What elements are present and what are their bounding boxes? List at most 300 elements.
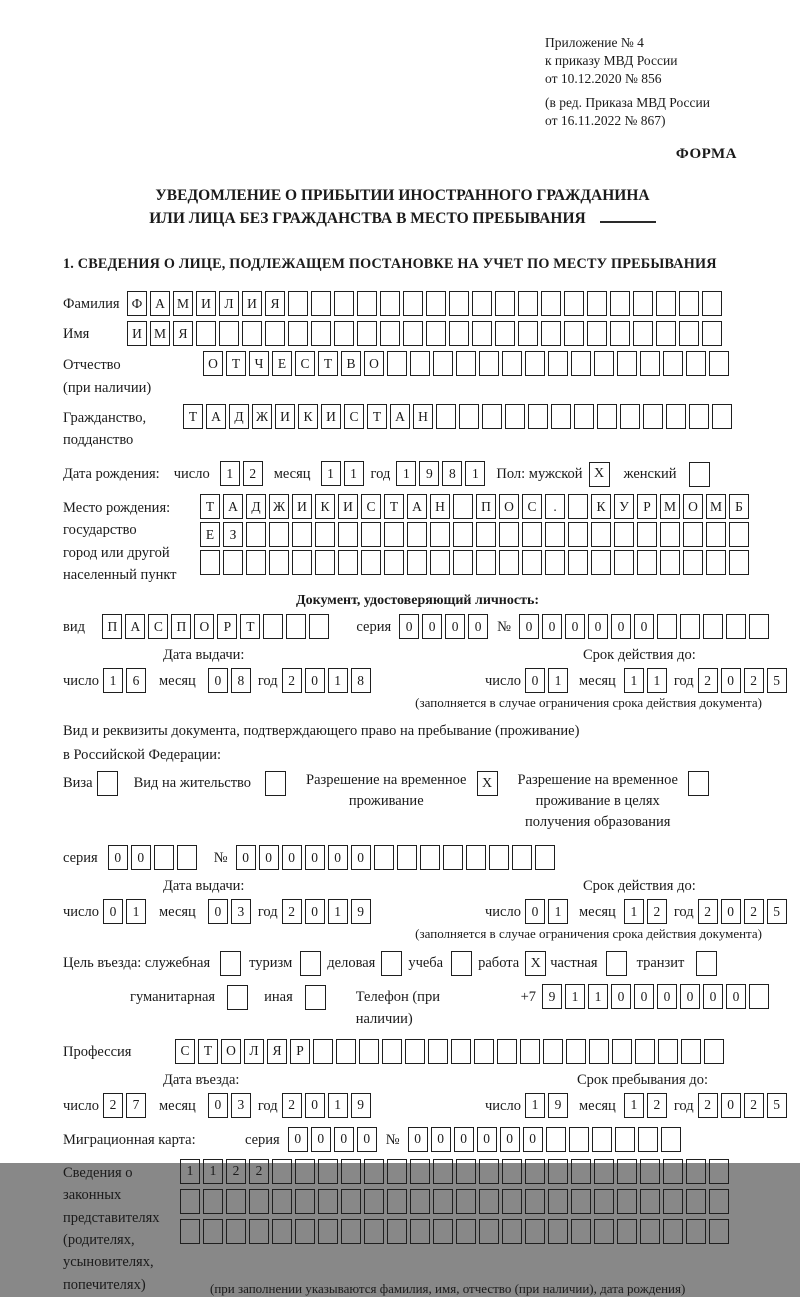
char-cell — [443, 845, 463, 870]
char-cell: 0 — [445, 614, 465, 639]
char-cell: С — [344, 404, 364, 429]
char-cell: 1 — [624, 1093, 644, 1118]
doc-valid-day-boxes[interactable] — [525, 668, 571, 693]
char-cell: Т — [318, 351, 338, 376]
char-cell — [338, 550, 358, 575]
char-cell: В — [341, 351, 361, 376]
residence-valid-month-boxes[interactable] — [624, 899, 670, 924]
representatives-row2-boxes[interactable] — [180, 1189, 732, 1214]
char-cell: 0 — [519, 614, 539, 639]
char-cell — [364, 1159, 384, 1184]
char-cell: . — [545, 494, 565, 519]
identity-doc-row — [63, 614, 772, 639]
char-cell — [272, 1159, 292, 1184]
char-cell: 2 — [226, 1159, 246, 1184]
char-cell: И — [321, 404, 341, 429]
char-cell — [706, 522, 726, 547]
char-cell: Ф — [127, 291, 147, 316]
char-cell — [681, 1039, 701, 1064]
char-cell — [702, 321, 722, 346]
migration-number-boxes[interactable] — [408, 1127, 684, 1152]
char-cell: К — [315, 494, 335, 519]
purpose-work-checkbox[interactable]: X — [525, 951, 546, 976]
char-cell: 1 — [465, 461, 485, 486]
purpose-transit-checkbox[interactable] — [696, 951, 717, 976]
char-cell — [472, 291, 492, 316]
char-cell — [592, 1127, 612, 1152]
representatives-label: Сведения о законных представителях (родителях, усыновителях, попечителях) — [63, 1164, 160, 1293]
form-title-line2: ИЛИ ЛИЦА БЕЗ ГРАЖДАНСТВА В МЕСТО ПРЕБЫВАНИЯ — [149, 209, 586, 227]
char-cell: 2 — [744, 668, 764, 693]
char-cell: 1 — [525, 1093, 545, 1118]
char-cell: 2 — [744, 1093, 764, 1118]
char-cell: 1 — [344, 461, 364, 486]
purpose-private-checkbox[interactable] — [606, 951, 627, 976]
char-cell — [657, 614, 677, 639]
migration-series-label: серия — [245, 1131, 280, 1148]
char-cell: С — [361, 494, 381, 519]
char-cell: Т — [226, 351, 246, 376]
doc-kind-boxes[interactable] — [102, 614, 332, 639]
sex-female-label: женский — [623, 465, 677, 482]
birth-month-boxes[interactable] — [321, 461, 367, 486]
char-cell: 7 — [126, 1093, 146, 1118]
char-cell — [591, 522, 611, 547]
char-cell — [456, 351, 476, 376]
char-cell: 2 — [103, 1093, 123, 1118]
char-cell — [709, 351, 729, 376]
residence-number-boxes[interactable] — [236, 845, 558, 870]
char-cell — [242, 321, 262, 346]
char-cell — [522, 550, 542, 575]
citizenship-boxes[interactable] — [183, 404, 735, 429]
char-cell — [620, 404, 640, 429]
purpose-business-checkbox[interactable] — [381, 951, 402, 976]
entry-month-boxes[interactable] — [208, 1093, 254, 1118]
char-cell — [640, 1189, 660, 1214]
char-cell: 0 — [259, 845, 279, 870]
birth-year-boxes[interactable] — [396, 461, 488, 486]
order-requisites — [545, 34, 772, 130]
char-cell — [403, 291, 423, 316]
char-cell — [361, 522, 381, 547]
validity-note: (заполняется в случае ограничения срока действия документа) — [415, 694, 762, 710]
char-cell — [380, 291, 400, 316]
char-cell — [196, 321, 216, 346]
sex-female-checkbox[interactable] — [689, 462, 710, 487]
birthdate-label: Дата рождения: — [63, 465, 160, 482]
char-cell: Ч — [249, 351, 269, 376]
entry-year-boxes[interactable] — [282, 1093, 374, 1118]
char-cell: 0 — [657, 984, 677, 1009]
char-cell: 2 — [744, 899, 764, 924]
char-cell — [295, 1219, 315, 1244]
char-cell: Т — [183, 404, 203, 429]
char-cell: С — [175, 1039, 195, 1064]
stay-until-heading: Срок пребывания до: — [577, 1071, 708, 1088]
migration-series-boxes[interactable] — [288, 1127, 380, 1152]
char-cell: 0 — [305, 845, 325, 870]
residence-doc-date-headers: Дата выдачи: Срок действия до: — [163, 878, 696, 895]
char-cell: 0 — [131, 845, 151, 870]
char-cell — [640, 1219, 660, 1244]
char-cell — [545, 550, 565, 575]
char-cell — [456, 1219, 476, 1244]
char-cell — [568, 550, 588, 575]
char-cell: 0 — [588, 614, 608, 639]
char-cell — [410, 1189, 430, 1214]
char-cell: 1 — [548, 899, 568, 924]
char-cell: 3 — [231, 899, 251, 924]
char-cell: О — [194, 614, 214, 639]
char-cell — [571, 1219, 591, 1244]
char-cell — [226, 1219, 246, 1244]
char-cell — [269, 522, 289, 547]
char-cell: 9 — [548, 1093, 568, 1118]
char-cell — [374, 845, 394, 870]
purpose-row-1 — [63, 950, 772, 976]
doc-issue-day-boxes[interactable] — [103, 668, 149, 693]
surname-row — [63, 291, 772, 316]
char-cell — [548, 1219, 568, 1244]
char-cell: 1 — [328, 1093, 348, 1118]
temp-residence-checkbox[interactable]: X — [477, 771, 498, 796]
char-cell: 0 — [721, 899, 741, 924]
char-cell: 0 — [208, 1093, 228, 1118]
char-cell: К — [298, 404, 318, 429]
char-cell — [520, 1039, 540, 1064]
char-cell — [286, 614, 306, 639]
sex-male-checkbox[interactable]: X — [589, 462, 610, 487]
char-cell: 1 — [548, 668, 568, 693]
char-cell — [640, 351, 660, 376]
section1-heading: 1. СВЕДЕНИЯ О ЛИЦЕ, ПОДЛЕЖАЩЕМ ПОСТАНОВКЕ НА УЧЕТ ПО МЕСТУ ПРЕБЫВАНИЯ — [63, 256, 717, 273]
char-cell — [643, 404, 663, 429]
identity-doc-heading: Документ, удостоверяющий личность: — [295, 592, 540, 608]
char-cell: У — [614, 494, 634, 519]
residence-permit-checkbox[interactable] — [265, 771, 286, 796]
representatives-note: (при заполнении указываются фамилия, имя, отчество (при наличии), дата рождения) — [210, 1280, 686, 1296]
char-cell: 2 — [647, 1093, 667, 1118]
purpose-work-label: работа — [478, 955, 520, 972]
char-cell: А — [150, 291, 170, 316]
representatives-row3-boxes[interactable] — [180, 1219, 732, 1244]
purpose-other-label: иная — [264, 989, 293, 1006]
char-cell: 0 — [357, 1127, 377, 1152]
char-cell — [709, 1189, 729, 1214]
char-cell — [702, 291, 722, 316]
char-cell — [597, 404, 617, 429]
entry-day-boxes[interactable] — [103, 1093, 149, 1118]
char-cell: 0 — [525, 668, 545, 693]
char-cell — [449, 291, 469, 316]
char-cell — [338, 522, 358, 547]
month-label: месяц — [273, 465, 311, 482]
char-cell — [571, 351, 591, 376]
char-cell — [341, 1219, 361, 1244]
char-cell: 0 — [422, 614, 442, 639]
char-cell: 0 — [523, 1127, 543, 1152]
doc-issue-year-boxes[interactable] — [282, 668, 374, 693]
char-cell — [265, 321, 285, 346]
char-cell: М — [706, 494, 726, 519]
requisite-line: Приложение № 4 — [545, 35, 644, 50]
birth-day-boxes[interactable] — [220, 461, 266, 486]
doc-valid-year-boxes[interactable] — [698, 668, 790, 693]
doc-number-label: № — [497, 618, 511, 635]
char-cell — [543, 1039, 563, 1064]
char-cell: 8 — [351, 668, 371, 693]
char-cell: П — [102, 614, 122, 639]
char-cell: Л — [244, 1039, 264, 1064]
char-cell — [384, 550, 404, 575]
char-cell — [548, 1159, 568, 1184]
char-cell: И — [338, 494, 358, 519]
citizenship-row — [63, 404, 772, 452]
patronymic-boxes[interactable] — [203, 351, 732, 376]
purpose-official-checkbox[interactable] — [220, 951, 241, 976]
char-cell: О — [221, 1039, 241, 1064]
residence-issue-month-boxes[interactable] — [208, 899, 254, 924]
char-cell — [633, 291, 653, 316]
char-cell: 9 — [351, 899, 371, 924]
char-cell — [482, 404, 502, 429]
char-cell — [479, 1159, 499, 1184]
requisite-subline: от 16.11.2022 № 867) — [545, 112, 666, 128]
char-cell — [420, 845, 440, 870]
char-cell — [574, 404, 594, 429]
doc-valid-month-boxes[interactable] — [624, 668, 670, 693]
char-cell: 0 — [328, 845, 348, 870]
char-cell — [640, 1159, 660, 1184]
char-cell — [387, 1159, 407, 1184]
doc-series-boxes[interactable] — [399, 614, 491, 639]
char-cell — [663, 1159, 683, 1184]
option-residence-permit: Вид на жительство — [134, 770, 286, 796]
char-cell — [663, 1189, 683, 1214]
char-cell: 2 — [647, 899, 667, 924]
char-cell — [712, 404, 732, 429]
stay-year-boxes[interactable] — [698, 1093, 790, 1118]
char-cell — [661, 1127, 681, 1152]
char-cell — [433, 1189, 453, 1214]
purpose-transit-label: транзит — [636, 955, 685, 972]
char-cell — [223, 550, 243, 575]
char-cell — [263, 614, 283, 639]
stay-day-boxes[interactable] — [525, 1093, 571, 1118]
residence-series-boxes[interactable] — [108, 845, 200, 870]
char-cell: 0 — [103, 899, 123, 924]
char-cell: Т — [384, 494, 404, 519]
char-cell: 1 — [328, 899, 348, 924]
day-label: число — [173, 465, 210, 482]
char-cell — [525, 1189, 545, 1214]
purpose-tourism-label: туризм — [249, 955, 293, 972]
char-cell — [704, 1039, 724, 1064]
char-cell: Я — [265, 291, 285, 316]
residence-valid-year-boxes[interactable] — [698, 899, 790, 924]
patronymic-label: Отчество (при наличии) — [63, 357, 152, 396]
char-cell: 5 — [767, 899, 787, 924]
char-cell — [499, 550, 519, 575]
char-cell: М — [150, 321, 170, 346]
char-cell: 0 — [236, 845, 256, 870]
temp-residence-education-checkbox[interactable] — [688, 771, 709, 796]
residence-valid-day-boxes[interactable] — [525, 899, 571, 924]
char-cell — [341, 1159, 361, 1184]
representatives-block — [63, 1159, 772, 1297]
char-cell: Р — [217, 614, 237, 639]
char-cell: 0 — [431, 1127, 451, 1152]
char-cell — [568, 494, 588, 519]
surname-boxes[interactable] — [127, 291, 725, 316]
char-cell: 1 — [203, 1159, 223, 1184]
char-cell — [295, 1189, 315, 1214]
char-cell: 0 — [565, 614, 585, 639]
char-cell: 1 — [396, 461, 416, 486]
char-cell — [512, 845, 532, 870]
purpose-tourism-checkbox[interactable] — [300, 951, 321, 976]
char-cell: 0 — [721, 668, 741, 693]
char-cell: 0 — [334, 1127, 354, 1152]
residence-number-label: № — [213, 850, 228, 867]
char-cell — [288, 291, 308, 316]
char-cell: А — [223, 494, 243, 519]
char-cell — [686, 1189, 706, 1214]
profession-label: Профессия — [63, 1043, 132, 1060]
char-cell — [502, 1219, 522, 1244]
stay-month-boxes[interactable] — [624, 1093, 670, 1118]
char-cell — [311, 321, 331, 346]
char-cell: 0 — [208, 899, 228, 924]
doc-issue-month-boxes[interactable] — [208, 668, 254, 693]
surname-label: Фамилия — [63, 296, 120, 313]
char-cell — [502, 1159, 522, 1184]
char-cell — [311, 291, 331, 316]
char-cell — [548, 1189, 568, 1214]
char-cell: 1 — [321, 461, 341, 486]
migration-card-label: Миграционная карта: — [63, 1131, 196, 1148]
migration-card-row — [63, 1127, 772, 1152]
char-cell — [660, 550, 680, 575]
phone-boxes[interactable] — [542, 984, 772, 1009]
name-boxes[interactable] — [127, 321, 725, 346]
char-cell — [551, 404, 571, 429]
char-cell: 8 — [231, 668, 251, 693]
purpose-study-checkbox[interactable] — [451, 951, 472, 976]
char-cell — [545, 522, 565, 547]
char-cell — [594, 351, 614, 376]
purpose-row-2 — [63, 984, 772, 1031]
char-cell — [706, 550, 726, 575]
char-cell: 0 — [305, 668, 325, 693]
birthplace-row3-boxes[interactable] — [200, 550, 752, 575]
migration-number-label: № — [385, 1131, 400, 1148]
char-cell — [617, 1189, 637, 1214]
purpose-humanitarian-checkbox[interactable] — [227, 985, 248, 1010]
forma-label: ФОРМА — [675, 146, 737, 163]
char-cell: Л — [219, 291, 239, 316]
char-cell — [318, 1219, 338, 1244]
char-cell — [594, 1189, 614, 1214]
char-cell — [749, 614, 769, 639]
char-cell — [459, 404, 479, 429]
char-cell — [587, 291, 607, 316]
option-temp-residence-education: Разрешение на временное проживание в целях получения образования — [518, 770, 709, 833]
profession-boxes[interactable] — [175, 1039, 727, 1064]
char-cell — [341, 1189, 361, 1214]
requisite-subline: (в ред. Приказа МВД России — [545, 94, 710, 110]
char-cell — [525, 351, 545, 376]
purpose-other-checkbox[interactable] — [305, 985, 326, 1010]
char-cell — [203, 1189, 223, 1214]
char-cell — [453, 522, 473, 547]
char-cell: И — [292, 494, 312, 519]
purpose-official-label: Цель въезда: служебная — [63, 955, 211, 972]
char-cell: С — [522, 494, 542, 519]
char-cell — [410, 1159, 430, 1184]
char-cell — [476, 550, 496, 575]
char-cell — [522, 522, 542, 547]
char-cell — [638, 1127, 658, 1152]
entry-date-heading: Дата въезда: — [163, 1071, 240, 1088]
char-cell: 0 — [500, 1127, 520, 1152]
char-cell: Р — [290, 1039, 310, 1064]
char-cell — [637, 522, 657, 547]
char-cell — [318, 1159, 338, 1184]
residence-series-label: серия — [63, 850, 98, 867]
char-cell — [564, 321, 584, 346]
year-label: год — [370, 465, 391, 482]
char-cell: А — [407, 494, 427, 519]
residence-issue-year-boxes[interactable] — [282, 899, 374, 924]
char-cell — [403, 321, 423, 346]
birthplace-row1-boxes[interactable] — [200, 494, 752, 519]
char-cell — [449, 321, 469, 346]
char-cell: Т — [367, 404, 387, 429]
char-cell — [568, 522, 588, 547]
char-cell — [336, 1039, 356, 1064]
char-cell: Т — [240, 614, 260, 639]
char-cell — [288, 321, 308, 346]
char-cell: 2 — [698, 668, 718, 693]
char-cell — [359, 1039, 379, 1064]
char-cell — [295, 1159, 315, 1184]
patronymic-row — [63, 351, 772, 399]
char-cell: 0 — [703, 984, 723, 1009]
representatives-row1-boxes[interactable] — [180, 1159, 732, 1184]
char-cell — [249, 1219, 269, 1244]
residence-doc-intro: Вид и реквизиты документа, подтверждающего право на пребывание (проживание) в Российской Федерации: — [63, 722, 580, 764]
entry-date-headers — [63, 1072, 772, 1089]
char-cell — [617, 351, 637, 376]
char-cell — [571, 1159, 591, 1184]
char-cell: 0 — [525, 899, 545, 924]
residence-issue-day-boxes[interactable] — [103, 899, 149, 924]
char-cell: 0 — [634, 614, 654, 639]
visa-checkbox[interactable] — [97, 771, 118, 796]
char-cell — [594, 1219, 614, 1244]
char-cell: М — [660, 494, 680, 519]
birthplace-block — [63, 494, 772, 587]
char-cell — [334, 291, 354, 316]
char-cell — [610, 321, 630, 346]
birthplace-row2-boxes[interactable] — [200, 522, 752, 547]
char-cell — [407, 550, 427, 575]
char-cell — [541, 321, 561, 346]
doc-number-boxes[interactable] — [519, 614, 772, 639]
char-cell — [426, 321, 446, 346]
